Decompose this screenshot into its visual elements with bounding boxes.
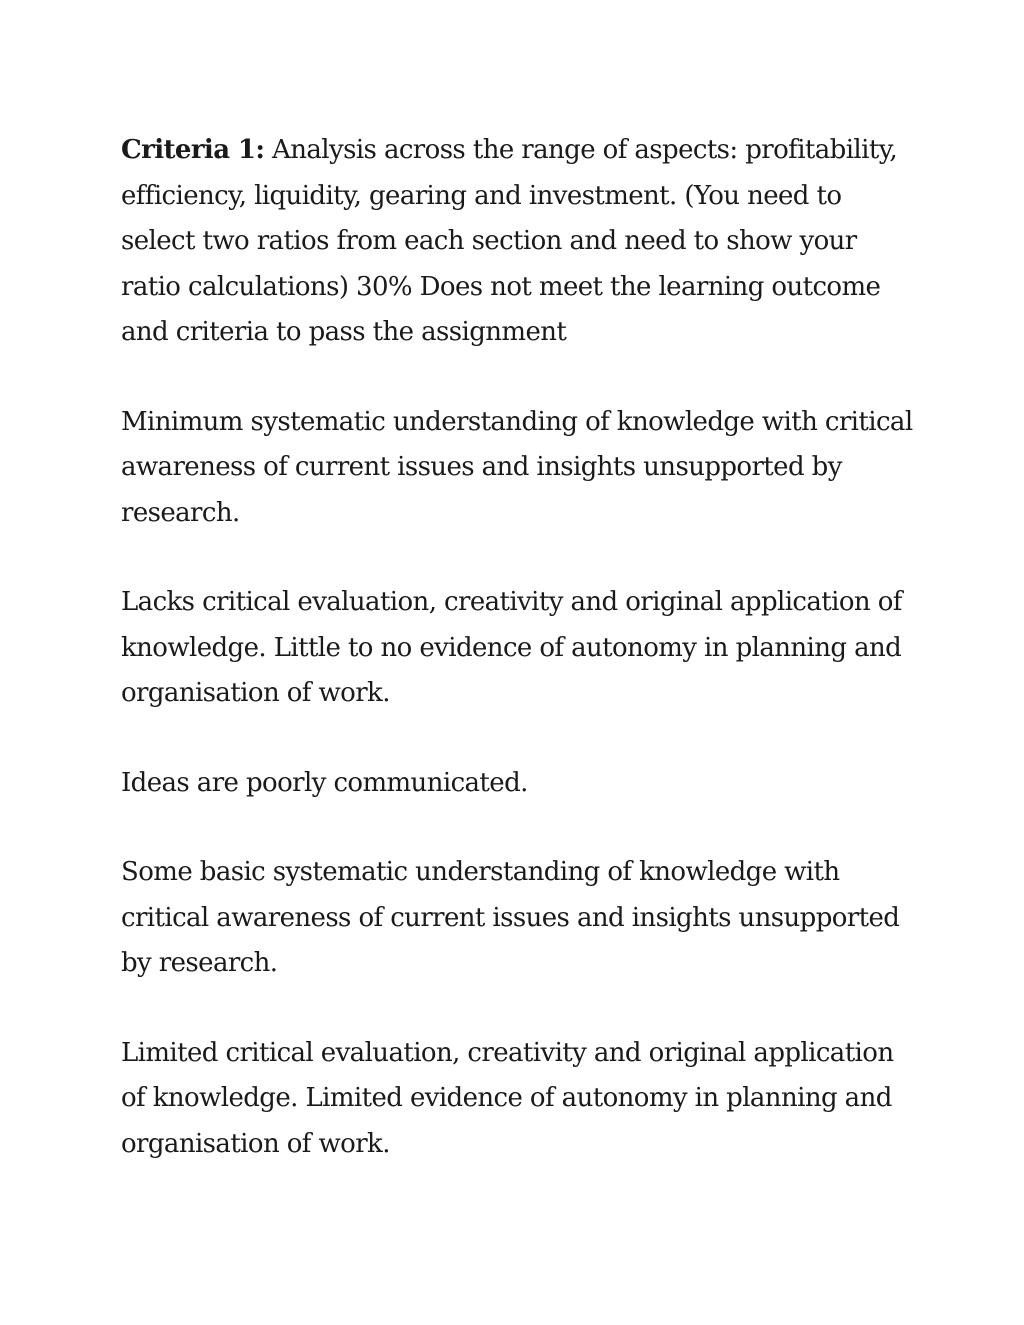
document-body	[121, 128, 921, 1211]
paragraph-understanding: Minimum systematic understanding of knowledge with critical awareness of current issues and insights unsupported by research.	[121, 406, 913, 528]
paragraph-basic-understanding: Some basic systematic understanding of knowledge with critical awareness of current issues and insights unsupported by research.	[121, 857, 900, 978]
criteria-paragraph	[121, 128, 921, 356]
paragraph-limited-evaluation: Limited critical evaluation, creativity and original application of knowledge. Limited evidence of autonomy in planning and organisation of work.	[121, 1037, 894, 1159]
paragraph-evaluation: Lacks critical evaluation, creativity and original application of knowledge. Little to no evidence of autonomy in planning and organisation of work.	[121, 587, 902, 708]
criteria-text: Analysis across the range of aspects: profitability, efficiency, liquidity, gearing and investment. (You need to select two ratios from each section and need to show your ratio calculations) 30% Does not meet the learning outcome and criteria to pass the assignment	[121, 135, 898, 347]
criteria-heading: Criteria 1:	[121, 135, 265, 165]
paragraph-communication: Ideas are poorly communicated.	[121, 767, 528, 798]
